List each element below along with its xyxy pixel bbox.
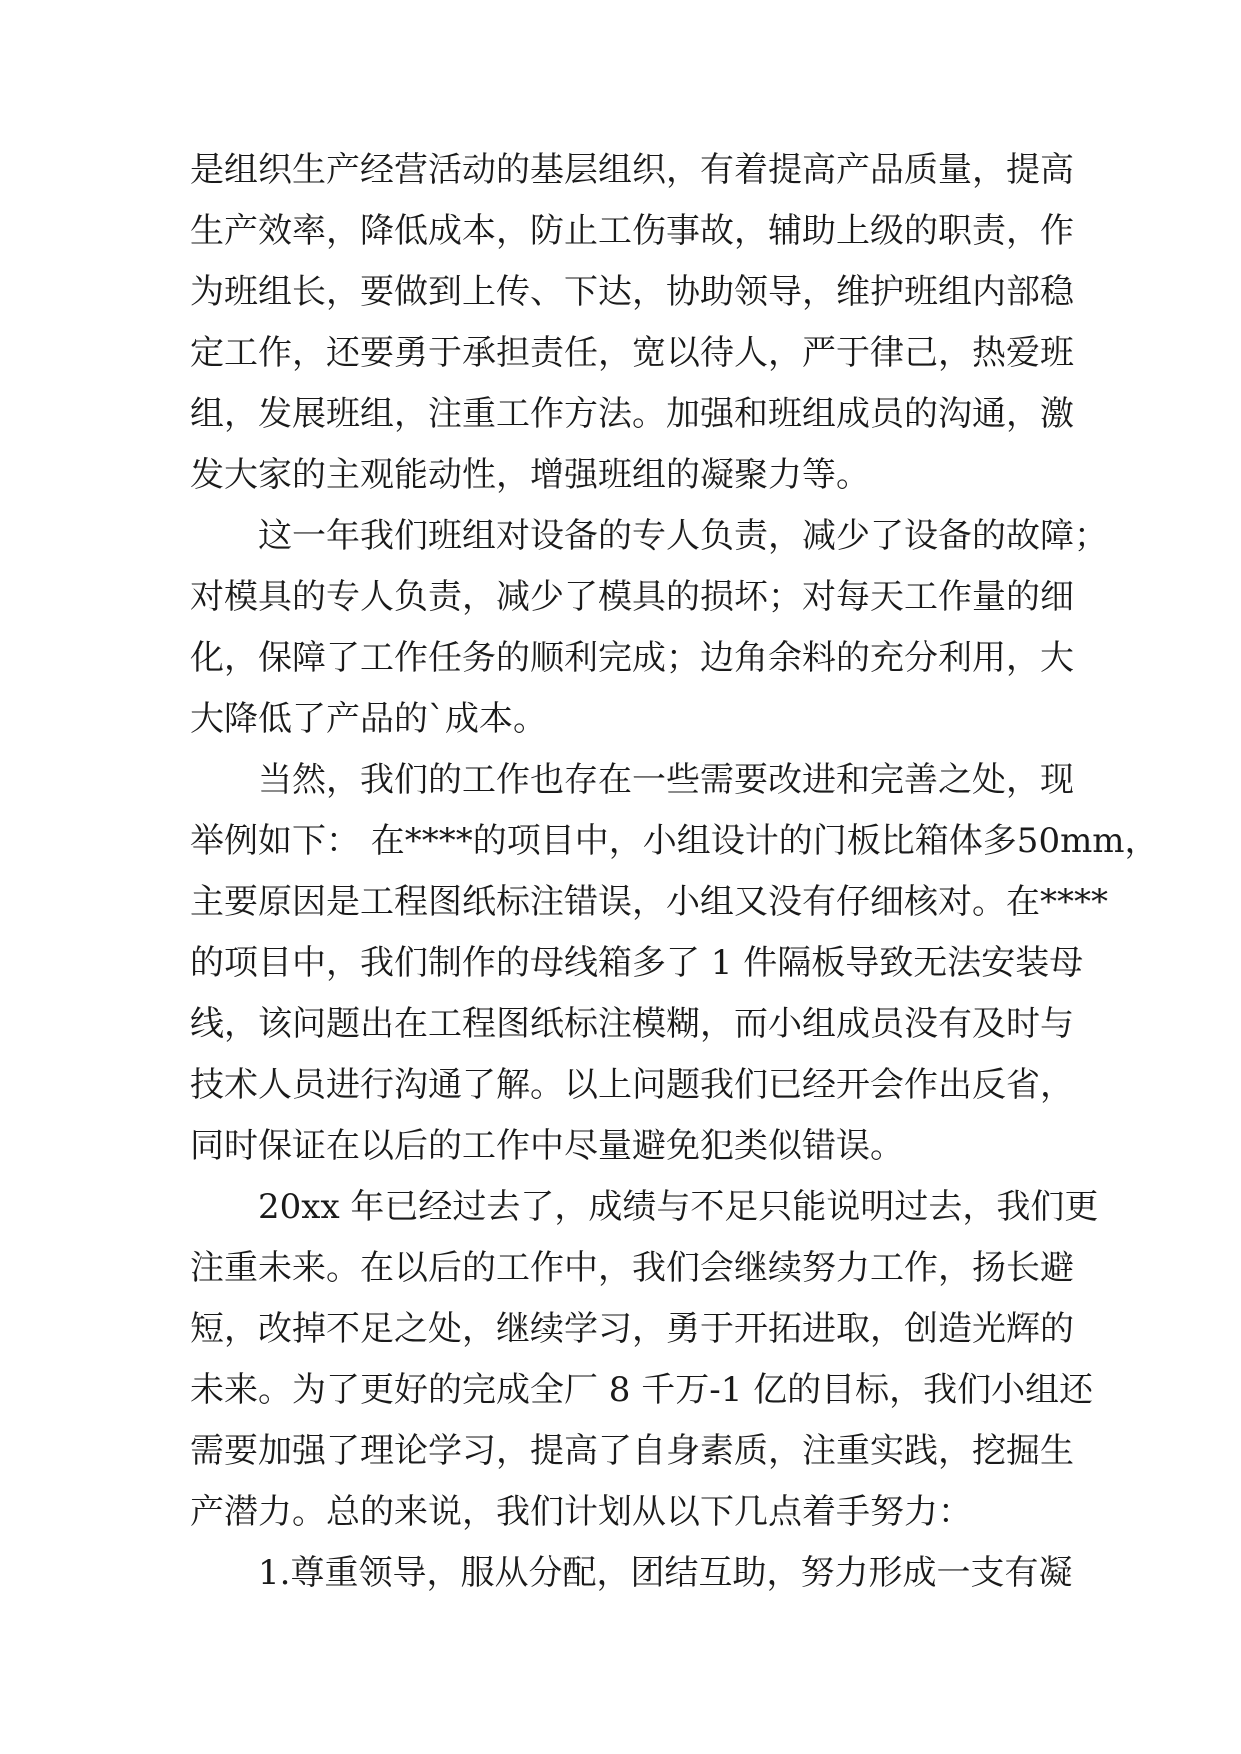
text-line: 当然，我们的工作也存在一些需要改进和完善之处，现 (258, 760, 1074, 800)
text-line: 大降低了产品的`成本。 (190, 699, 547, 739)
text-line: 产潜力。总的来说，我们计划从以下几点着手努力： (190, 1492, 972, 1532)
text-line: 的项目中，我们制作的母线箱多了 1 件隔板导致无法安装母 (190, 943, 1084, 983)
paragraph (190, 506, 1108, 750)
text-line: 需要加强了理论学习，提高了自身素质，注重实践，挖掘生 (190, 1431, 1074, 1471)
paragraph (190, 1177, 1099, 1543)
text-line: 为班组长，要做到上传、下达，协助领导，维护班组内部稳 (190, 272, 1074, 312)
text-line: 技术人员进行沟通了解。以上问题我们已经开会作出反省， (190, 1065, 1074, 1105)
text-line: 1.尊重领导，服从分配，团结互助，努力形成一支有凝 (258, 1553, 1073, 1593)
document-page (190, 140, 1159, 1620)
paragraph (190, 1543, 1073, 1604)
text-line: 生产效率，降低成本，防止工伤事故，辅助上级的职责，作 (190, 211, 1074, 251)
text-line: 定工作，还要勇于承担责任，宽以待人，严于律己，热爱班 (190, 333, 1074, 373)
text-line: 主要原因是工程图纸标注错误，小组又没有仔细核对。在**** (190, 882, 1108, 922)
text-line: 线，该问题出在工程图纸标注模糊，而小组成员没有及时与 (190, 1004, 1074, 1044)
text-line: 未来。为了更好的完成全厂 8 千万-1 亿的目标，我们小组还 (190, 1370, 1094, 1410)
paragraph (190, 140, 1074, 506)
text-line: 化，保障了工作任务的顺利完成；边角余料的充分利用，大 (190, 638, 1074, 678)
text-line: 注重未来。在以后的工作中，我们会继续努力工作，扬长避 (190, 1248, 1074, 1288)
text-line: 举例如下： 在****的项目中，小组设计的门板比箱体多50mm， (190, 821, 1159, 861)
text-line: 发大家的主观能动性，增强班组的凝聚力等。 (190, 455, 870, 495)
text-line: 这一年我们班组对设备的专人负责，减少了设备的故障； (258, 516, 1108, 556)
text-line: 20xx 年已经过去了，成绩与不足只能说明过去，我们更 (258, 1187, 1099, 1227)
text-line: 短，改掉不足之处，继续学习，勇于开拓进取，创造光辉的 (190, 1309, 1074, 1349)
text-line: 对模具的专人负责，减少了模具的损坏；对每天工作量的细 (190, 577, 1074, 617)
paragraph (190, 750, 1159, 1177)
text-line: 同时保证在以后的工作中尽量避免犯类似错误。 (190, 1126, 904, 1166)
text-line: 是组织生产经营活动的基层组织，有着提高产品质量，提高 (190, 150, 1074, 190)
text-line: 组，发展班组，注重工作方法。加强和班组成员的沟通，激 (190, 394, 1074, 434)
